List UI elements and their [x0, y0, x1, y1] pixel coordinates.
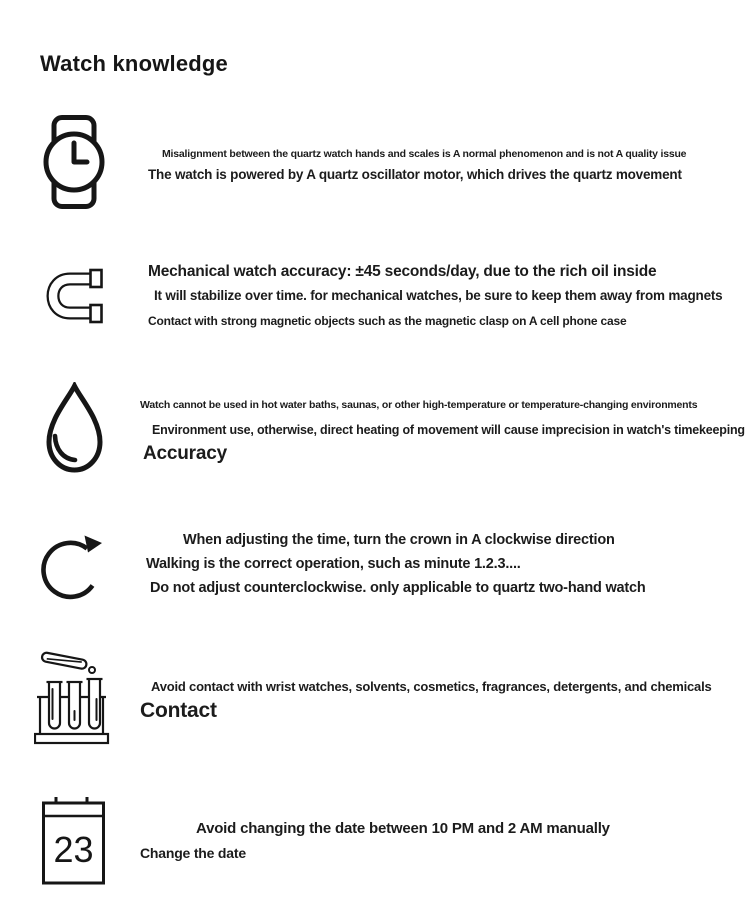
- calendar-day-number: 23: [53, 829, 94, 870]
- text-line-stabilize: It will stabilize over time. for mechanical watches, be sure to keep them away from magnets: [154, 288, 723, 303]
- subsection-heading-contact: Contact: [140, 699, 217, 722]
- text-line-turn-crown: When adjusting the time, turn the crown in A clockwise direction: [183, 532, 615, 548]
- text-line-misalignment: Misalignment between the quartz watch hands and scales is A normal phenomenon and is not A quality issue: [162, 148, 687, 160]
- text-line-avoid-date-change: Avoid changing the date between 10 PM and 2 AM manually: [196, 820, 610, 837]
- subsection-heading-change-date: Change the date: [140, 845, 246, 861]
- text-line-walking-correct: Walking is the correct operation, such as minute 1.2.3....: [146, 556, 521, 572]
- clockwise-arrow-icon: [40, 525, 108, 609]
- text-line-mechanical-accuracy: Mechanical watch accuracy: ±45 seconds/day, due to the rich oil inside: [148, 263, 657, 280]
- text-line-no-counterclockwise: Do not adjust counterclockwise. only applicable to quartz two-hand watch: [150, 580, 646, 596]
- text-line-environment: Environment use, otherwise, direct heating of movement will cause imprecision in watch's timekeeping: [152, 423, 745, 437]
- page-title: Watch knowledge: [40, 50, 228, 76]
- subsection-heading-accuracy: Accuracy: [143, 443, 227, 464]
- calendar-icon: [42, 795, 105, 885]
- text-line-hot-water: Watch cannot be used in hot water baths, saunas, or other high-temperature or temperature-changing environments: [140, 399, 698, 411]
- watch-icon: [42, 114, 106, 210]
- test-tubes-icon: [34, 648, 114, 746]
- magnet-icon: [46, 266, 104, 328]
- text-line-magnetic-contact: Contact with strong magnetic objects such as the magnetic clasp on A cell phone case: [148, 314, 627, 328]
- text-line-avoid-chemicals: Avoid contact with wrist watches, solvents, cosmetics, fragrances, detergents, and chemicals: [151, 679, 712, 694]
- text-line-quartz-motor: The watch is powered by A quartz oscillator motor, which drives the quartz movement: [148, 167, 682, 182]
- water-drop-icon: [42, 382, 107, 478]
